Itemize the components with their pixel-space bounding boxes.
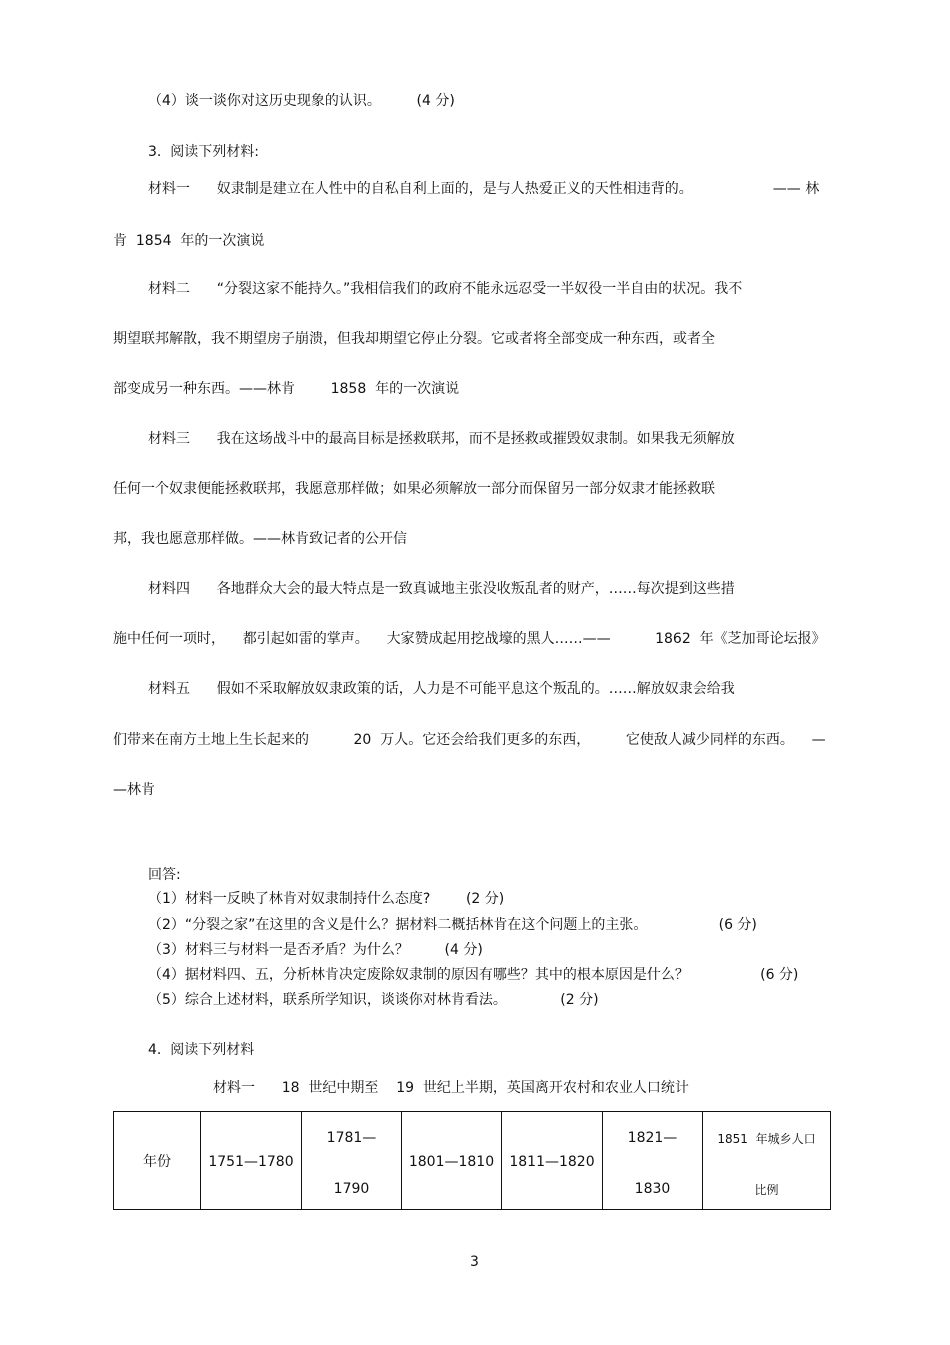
answer-label: 回答: [148,867,181,883]
header-ratio: 比例 [754,1183,779,1197]
material-1-line-1: 材料一 奴隶制是建立在人性中的自私自利上面的，是与人热爱正义的天性相违背的。 —— 林 [148,181,820,197]
population-table [113,1111,831,1210]
table-header-cell [114,1112,200,1209]
header-1811-1820: 1811—1820 [509,1154,595,1170]
question-3-title: 3. 阅读下列材料: [148,144,259,160]
page-number: 3 [470,1254,479,1270]
material-3-line-3: 邦，我也愿意那样做。——林肯致记者的公开信 [113,531,407,547]
question-2-sub-4: （4）谈一谈你对这历史现象的认识。 (4 分) [148,93,455,109]
material-3-line-2: 任何一个奴隶便能拯救联邦，我愿意那样做；如果必须解放一部分而保留另一部分奴隶才能拯救联 [113,481,715,497]
material-5-line-1: 材料五 假如不采取解放奴隶政策的话，人力是不可能平息这个叛乱的。……解放奴隶会给我 [148,681,735,697]
table-header-cell [200,1112,301,1209]
question-3-sub-2: （2）“分裂之家”在这里的含义是什么？据材料二概括林肯在这个问题上的主张。 (6 分) [148,917,757,933]
question-3-sub-4: （4）据材料四、五，分析林肯决定废除奴隶制的原因有哪些？其中的根本原因是什么？ (6 分) [148,967,799,983]
table-header-cell [501,1112,602,1209]
material-5-line-2: 们带来在南方土地上生长起来的 20 万人。它还会给我们更多的东西， 它使敌人减少同样的东西。 — [113,732,826,748]
material-4-line-2: 施中任何一项时， 都引起如雷的掌声。 大家赞成起用挖战壕的黑人……—— 1862 年《芝加哥论坛报》 [113,631,826,647]
table-header-cell [702,1112,830,1209]
material-2-line-1: 材料二 “分裂这家不能持久。”我相信我们的政府不能永远忍受一半奴役一半自由的状况。我不 [148,281,743,297]
material-5-line-3: —林肯 [113,782,155,798]
material-1-line-2: 肯 1854 年的一次演说 [113,233,265,249]
table-header-cell [301,1112,401,1209]
question-4-title: 4. 阅读下列材料 [148,1042,255,1058]
table-caption: 材料一 18 世纪中期至 19 世纪上半期，英国离开农村和农业人口统计 [213,1080,689,1096]
material-3-line-1: 材料三 我在这场战斗中的最高目标是拯救联邦，而不是拯救或摧毁奴隶制。如果我无须解放 [148,431,735,447]
header-1851-ratio: 1851 年城乡人口 [717,1132,816,1146]
material-2-line-3: 部变成另一种东西。——林肯 1858 年的一次演说 [113,381,460,397]
question-3-sub-5: （5）综合上述材料，联系所学知识，谈谈你对林肯看法。 (2 分) [148,992,599,1008]
question-3-sub-1: （1）材料一反映了林肯对奴隶制持什么态度? (2 分) [148,891,505,907]
header-1781: 1781— [326,1130,377,1146]
header-year: 年份 [143,1154,171,1170]
header-1801-1810: 1801—1810 [408,1154,495,1170]
header-1790: 1790 [333,1181,370,1197]
table-header-cell [401,1112,501,1209]
header-1830: 1830 [634,1181,671,1197]
question-3-sub-3: （3）材料三与材料一是否矛盾？为什么？ (4 分) [148,942,483,958]
material-4-line-1: 材料四 各地群众大会的最大特点是一致真诚地主张没收叛乱者的财产，……每次提到这些措 [148,581,735,597]
header-1751-1780: 1751—1780 [208,1154,294,1170]
header-1821: 1821— [627,1130,678,1146]
table-header-cell [602,1112,702,1209]
material-2-line-2: 期望联邦解散，我不期望房子崩溃，但我却期望它停止分裂。它或者将全部变成一种东西，或者全 [113,331,715,347]
